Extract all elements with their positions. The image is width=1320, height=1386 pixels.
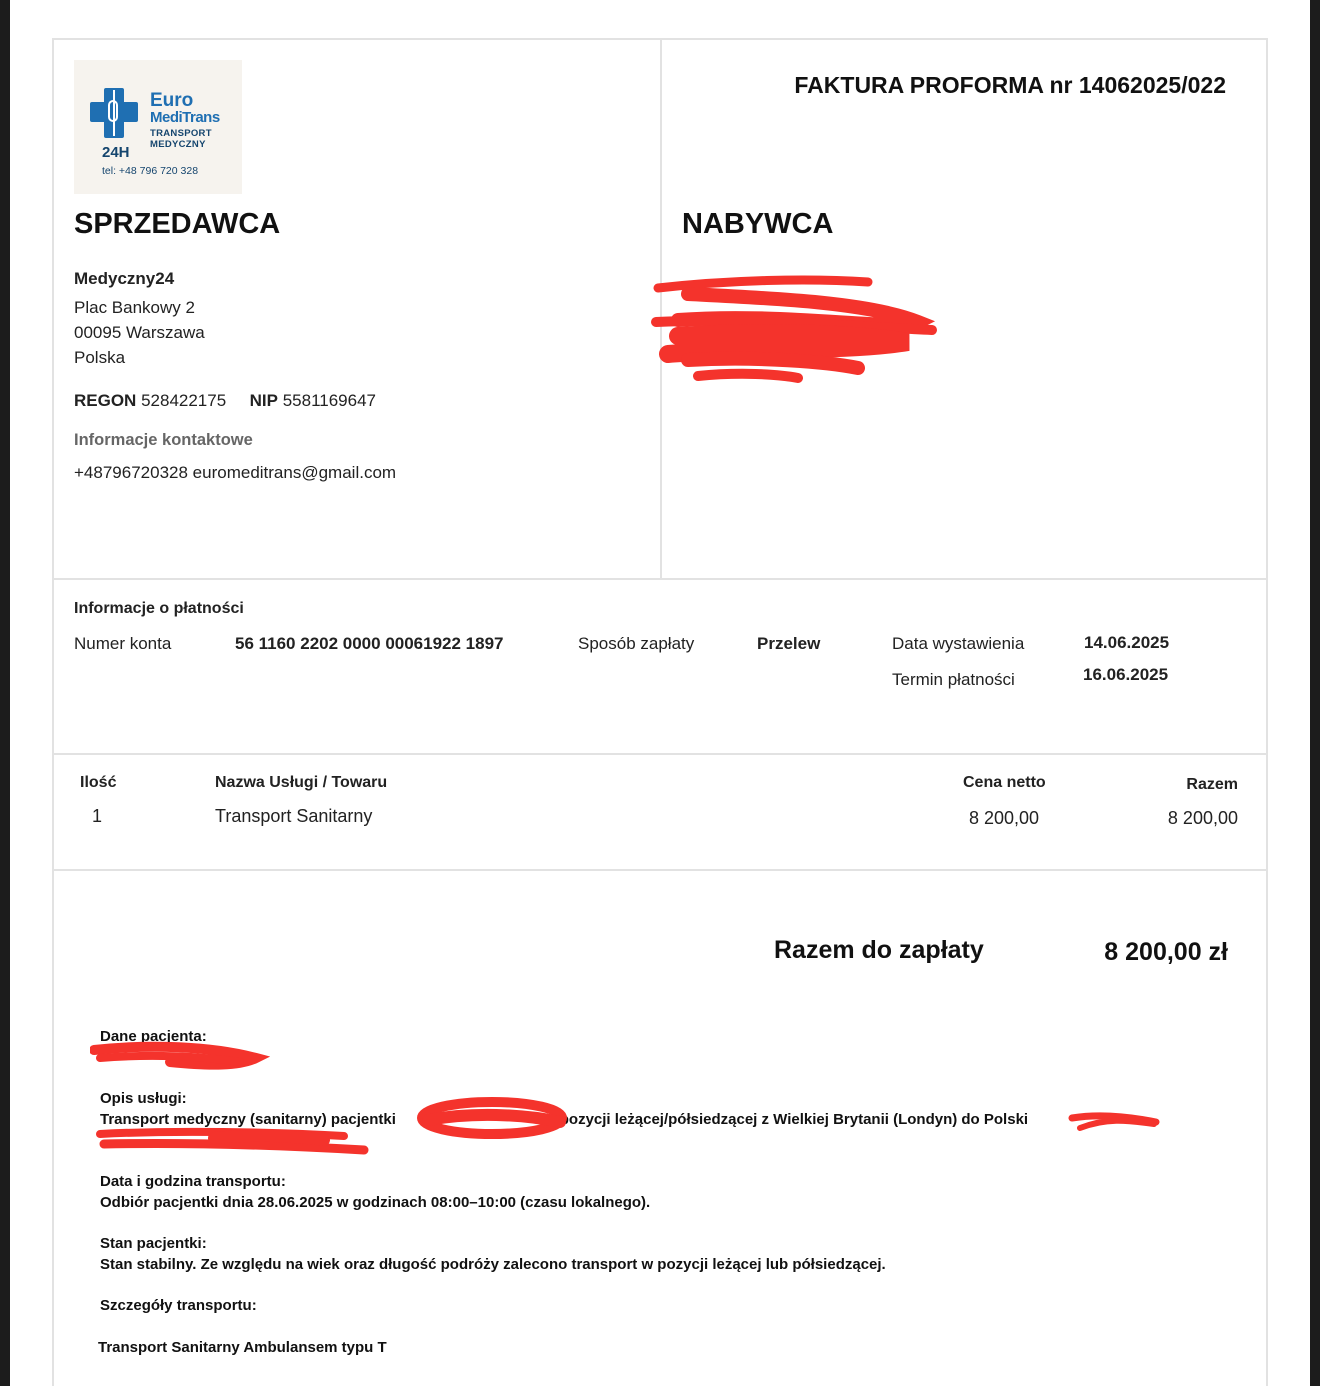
logo-tagline: TRANSPORT [150,128,212,139]
details-text: Transport Sanitarny Ambulansem typu T [98,1339,387,1356]
row-net: 8 200,00 [969,808,1040,828]
condition-heading: Stan pacjentki: [100,1235,207,1252]
seller-country: Polska [74,348,126,367]
column-header-total: Razem [1186,776,1238,793]
document-page [10,0,1310,1386]
total-label: Razem do zapłaty [774,936,984,964]
datetime-heading: Data i godzina transportu: [100,1173,286,1190]
account-label: Numer konta [74,634,172,653]
service-heading: Opis usługi: [100,1090,187,1107]
payment-method: Przelew [757,634,821,653]
redaction-scribble [648,272,948,386]
redaction-scribble [94,1124,384,1164]
section-divider [54,869,1266,871]
seller-heading: SPRZEDAWCA [74,208,281,240]
row-total: 8 200,00 [1167,808,1238,828]
contact-heading: Informacje kontaktowe [74,431,253,449]
due-date-label: Termin płatności [892,670,1015,689]
due-date: 16.06.2025 [1083,665,1169,684]
buyer-heading: NABYWCA [682,208,834,240]
patient-heading: Dane pacjenta: [100,1028,207,1045]
redaction-scribble [412,1094,572,1142]
details-block [100,1295,1220,1358]
logo-brand-top: Euro [150,90,194,111]
logo-badge: 24H [102,144,130,161]
nip-value: 5581169647 [282,391,377,410]
account-number: 56 1160 2202 0000 00061922 1897 [235,634,504,653]
datetime-block [100,1171,1220,1213]
details-heading: Szczegóły transportu: [100,1297,257,1314]
condition-text: Stan stabilny. Ze względu na wiek oraz długość podróży zalecono transport w pozycji leżącej lub półsiedzącej. [100,1256,886,1273]
logo-brand-bottom: MediTrans [150,109,220,126]
seller-phone: +48796720328 [74,463,188,482]
section-divider [54,578,1266,580]
row-name: Transport Sanitarny [215,806,373,826]
seller-regon [74,391,376,411]
regon-value: 528422175 [141,391,227,410]
issue-date: 14.06.2025 [1084,633,1170,652]
company-logo [74,60,242,194]
redaction-scribble [90,1036,270,1076]
logo-tagline: MEDYCZNY [150,139,206,150]
service-notes [100,1026,1220,1378]
seller-contact [74,463,396,483]
row-qty: 1 [92,806,103,826]
proforma-invoice [52,38,1268,1386]
logo-phone: tel: +48 796 720 328 [102,165,199,177]
invoice-title: FAKTURA PROFORMA nr 14062025/022 [794,72,1226,98]
redaction-scribble [1066,1108,1166,1138]
payment-method-label: Sposób zapłaty [578,634,695,653]
seller-name: Medyczny24 [74,269,175,288]
column-header-qty: Ilość [80,774,117,791]
datetime-text: Odbiór pacjentki dnia 28.06.2025 w godzinach 08:00–10:00 (czasu lokalnego). [100,1194,651,1211]
column-header-name: Nazwa Usługi / Towaru [215,774,388,791]
seller-street: Plac Bankowy 2 [74,298,195,317]
section-divider [54,753,1266,755]
seller-city: 00095 Warszawa [74,323,205,342]
service-text-end: w pozycji leżącej/półsiedzącej z Wielkiej Brytanii (Londyn) do Polski [543,1111,1029,1128]
seller-email: euromeditrans@gmail.com [192,463,397,482]
payment-heading: Informacje o płatności [74,600,244,617]
column-header-net: Cena netto [963,774,1046,791]
total-amount: 8 200,00 zł [1104,938,1228,966]
regon-label: REGON [74,391,137,410]
issue-date-label: Data wystawienia [892,634,1025,653]
condition-block [100,1233,1220,1275]
service-text-start: Transport medyczny (sanitarny) pacjentki [100,1111,396,1128]
nip-label: NIP [249,391,278,410]
